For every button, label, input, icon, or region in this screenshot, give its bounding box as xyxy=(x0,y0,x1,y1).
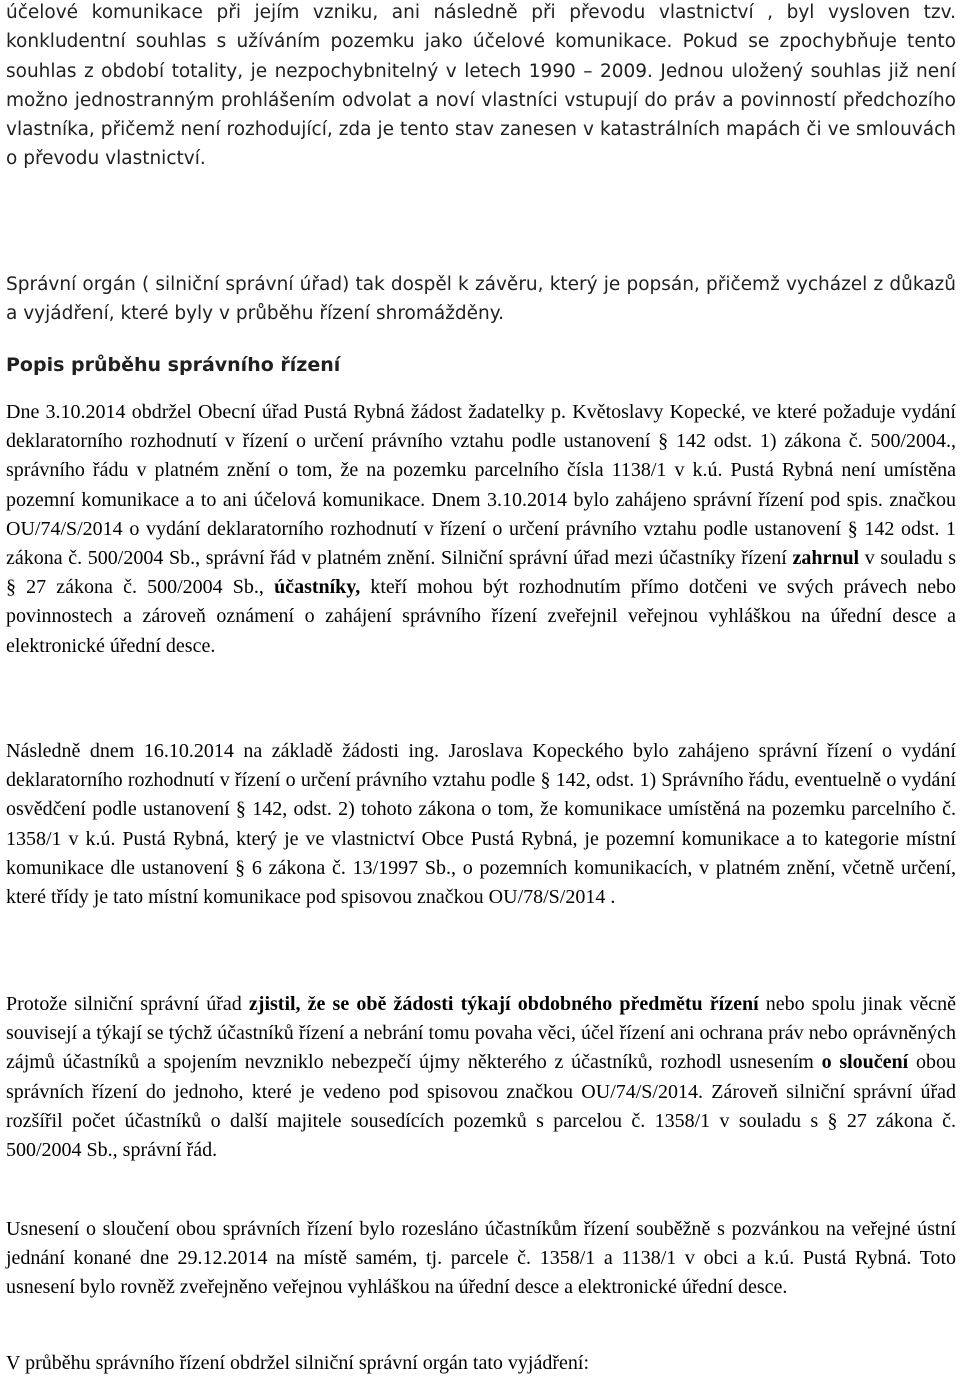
p3-bold-1: zahrnul xyxy=(792,547,860,570)
p5-text-1: Protože silniční správní úřad xyxy=(6,993,249,1015)
p3-text-3: kteří mohou být rozhodnutím přímo dotčeni ve svých právech nebo povinnostech a zároveň oznámení o zahájení správního řízení zveřejnil veřejnou vyhláškou na úřední desce a elektronické úřední desce. xyxy=(6,576,956,657)
p5-text-2: nebo spolu jinak věcně souvisejí a týkají se týchž účastníků řízení a nebrání tomu povaha věci, účel řízení ani ochrana práv nebo oprávněných zájmů účastníků a spojením nevzniklo nebezpečí újmy některého z účastníků, rozhodl usnesením xyxy=(6,993,956,1074)
paragraph-proceedings-start xyxy=(6,398,956,661)
p3-text-1: Dne 3.10.2014 obdržel Obecní úřad Pustá Rybná žádost žadatelky p. Květoslavy Kopecké, ve které požaduje vydání deklaratorního rozhodnutí v řízení o určení právního vztahu podle ustanovení § 142 odst. 1) zákona č. 500/2004., správního řádu v platném znění o tom, že na pozemku parcelního čísla 1138/1 v k.ú. Pustá Rybná není umístěna pozemní komunikace a to ani účelová komunikace. Dnem 3.10.2014 bylo zahájeno správní řízení pod spis. značkou OU/74/S/2014 o vydání deklaratorního rozhodnutí v řízení o určení právního vztahu podle ustanovení § 142 odst. 1 zákona č. 500/2004 Sb., správní řád v platném znění. Silniční správní úřad mezi účastníky řízení xyxy=(6,401,956,570)
p3-text-2: v souladu s § 27 zákona č. 500/2004 Sb., xyxy=(6,547,957,599)
paragraph-resolution-sent: Usnesení o sloučení obou správních řízení bylo rozesláno účastníkům řízení souběžně s pozvánkou na veřejné ústní jednání konané dne 29.12.2014 na místě samém, tj. parcele č. 1358/1 a 1138/1 v obci a k.ú. Pustá Rybná. Toto usnesení bylo rovněž zveřejněno veřejnou vyhláškou na úřední desce a elektronické úřední desce. xyxy=(6,1218,956,1299)
paragraph-conclusion: Správní orgán ( silniční správní úřad) tak dospěl k závěru, který je popsán, přičemž vycházel z důkazů a vyjádření, které byly v průběhu řízení shromážděny. xyxy=(6,274,956,325)
paragraph-statements-intro: V průběhu správního řízení obdržel silniční správní orgán tato vyjádření: xyxy=(6,1352,590,1374)
p5-bold-1: zjistil, že se obě žádosti týkají obdobného předmětu řízení xyxy=(248,993,759,1015)
p5-bold-2: o sloučení xyxy=(821,1051,909,1074)
paragraph-second-request: Následně dnem 16.10.2014 na základě žádosti ing. Jaroslava Kopeckého bylo zahájeno správní řízení o vydání deklaratorního rozhodnutí v řízení o určení právního vztahu podle § 142, odst. 1) Správního řádu, eventuelně o vydání osvědčení podle ustanovení § 142, odst. 2) tohoto zákona o tom, že komunikace umístěná na pozemku parcelního č. 1358/1 v k.ú. Pustá Rybná, který je ve vlastnictví Obce Pustá Rybná, je pozemní komunikace a to kategorie místní komunikace dle ustanovení § 6 zákona č. 13/1997 Sb., o pozemních komunikacích, v platném znění, včetně určení, které třídy je tato místní komunikace pod spisovou značkou OU/78/S/2014 . xyxy=(6,740,956,909)
paragraph-merger xyxy=(6,990,956,1165)
section-heading: Popis průběhu správního řízení xyxy=(6,354,341,376)
paragraph-consent: účelové komunikace při jejím vzniku, ani následně při převodu vlastnictví , byl vysloven tzv. konkludentní souhlas s užíváním pozemku jako účelové komunikace. Pokud se zpochybňuje tento souhlas z období totality, je nezpochybnitelný v letech 1990 – 2009. Jednou uložený souhlas již není možno jednostranným prohlášením odvolat a noví vlastníci vstupují do práv a povinností předchozího vlastníka, přičemž není rozhodující, zda je tento stav zanesen v katastrálních mapách či ve smlouvách o převodu vlastnictví. xyxy=(6,2,956,170)
p3-bold-2: účastníky, xyxy=(274,576,361,599)
p5-text-3: obou správních řízení do jednoho, které je vedeno pod spisovou značkou OU/74/S/2014. Zároveň silniční správní úřad rozšířil počet účastníků o další majitele sousedících pozemků s parcelou č. 1358/1 v souladu s § 27 zákona č. 500/2004 Sb., správní řád. xyxy=(6,1051,956,1162)
